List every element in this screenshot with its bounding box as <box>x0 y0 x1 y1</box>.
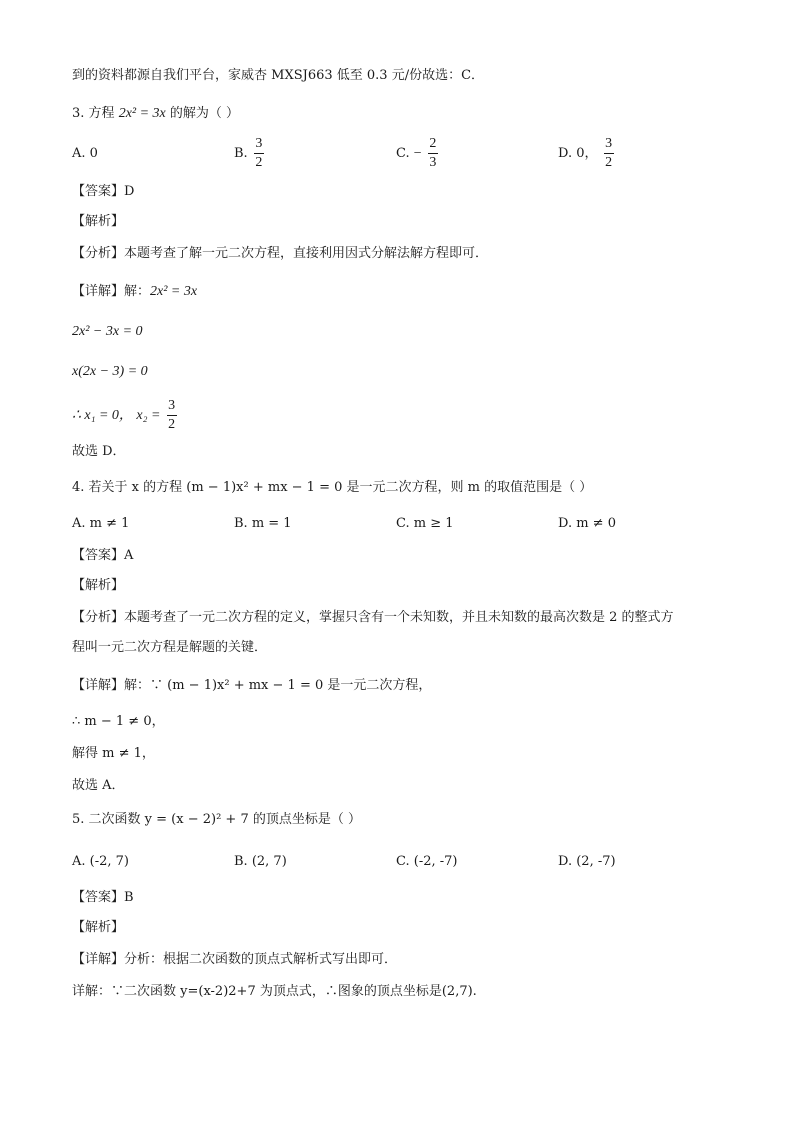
q3-step-3-prefix: ∴ x₁ = 0， x₂ = <box>72 408 161 423</box>
q3-option-d-fraction <box>604 136 614 171</box>
q4-stem: 4. 若关于 x 的方程 (m − 1)x² + mx − 1 = 0 是一元二次方程，则 m 的取值范围是（ ） <box>72 480 593 495</box>
q3-option-d-denominator: 2 <box>605 155 613 170</box>
q5-stem: 5. 二次函数 y = (x − 2)² + 7 的顶点坐标是（ ） <box>72 812 361 827</box>
q3-step-1: 2x² − 3x = 0 <box>72 324 143 339</box>
intro-text: 到的资料都源自我们平台，家威杏 MXSJ663 低至 0.3 元/份故选：C． <box>72 68 485 83</box>
q3-equation: 2x² = 3x <box>118 106 166 121</box>
q3-detail-equation: 2x² = 3x <box>150 284 198 299</box>
q4-option-a: A. m ≠ 1 <box>72 516 130 531</box>
q4-option-d: D. m ≠ 0 <box>558 516 616 531</box>
q3-option-b-fraction <box>254 136 264 171</box>
q3-step-3-fraction <box>167 398 177 433</box>
q5-option-a: A. (-2, 7) <box>72 854 129 869</box>
q5-answer: 【答案】B <box>72 890 134 905</box>
q3-analysis-heading: 【解析】 <box>72 214 125 229</box>
q3-option-a: A. 0 <box>72 146 98 161</box>
q5-option-b: B. (2, 7) <box>234 854 287 869</box>
q5-option-d: D. (2, -7) <box>558 854 616 869</box>
q4-step-1: ∴ m − 1 ≠ 0， <box>72 714 165 729</box>
q3-detail-heading: 【详解】解： <box>72 284 151 299</box>
q3-conclusion: 故选 D． <box>72 444 126 459</box>
q3-option-c <box>396 136 440 171</box>
q4-option-c: C. m ≥ 1 <box>396 516 454 531</box>
q3-answer: 【答案】D <box>72 184 135 199</box>
q3-option-b <box>234 136 266 171</box>
q3-stem <box>72 104 239 124</box>
q5-option-c: C. (-2, -7) <box>396 854 458 869</box>
q3-option-d <box>558 136 616 171</box>
q3-option-b-denominator: 2 <box>255 155 263 170</box>
q3-option-c-label: C. <box>396 146 410 161</box>
q3-option-c-fraction <box>428 136 438 171</box>
q4-step-2: 解得 m ≠ 1， <box>72 746 155 761</box>
q4-answer: 【答案】A <box>72 548 134 563</box>
q5-detail-1: 【详解】分析：根据二次函数的顶点式解析式写出即可． <box>72 952 398 967</box>
q3-option-b-numerator: 3 <box>255 136 263 151</box>
q4-analysis-line-2: 程叫一元二次方程是解题的关键． <box>72 640 268 655</box>
q3-option-d-numerator: 3 <box>605 136 613 151</box>
q4-option-b: B. m = 1 <box>234 516 292 531</box>
q3-stem-prefix: 3. 方程 <box>72 106 115 121</box>
q3-option-c-denominator: 3 <box>429 155 437 170</box>
q5-analysis-heading: 【解析】 <box>72 920 125 935</box>
q3-option-c-sign: − <box>413 146 422 161</box>
q3-step-3-numerator: 3 <box>168 398 176 413</box>
q3-detail <box>72 282 197 302</box>
q3-step-2: x(2x − 3) = 0 <box>72 364 148 379</box>
q3-option-d-label: D. 0， <box>558 146 598 161</box>
q4-conclusion: 故选 A． <box>72 778 125 793</box>
q3-stem-suffix: 的解为（ ） <box>169 106 240 121</box>
q4-analysis-heading: 【解析】 <box>72 578 125 593</box>
q3-analysis: 【分析】本题考查了解一元二次方程，直接利用因式分解法解方程即可． <box>72 246 489 261</box>
q4-analysis-line-1: 【分析】本题考查了一元二次方程的定义，掌握只含有一个未知数，并且未知数的最高次数是 2 的整式方 <box>72 610 674 625</box>
q3-step-3-denominator: 2 <box>168 417 176 432</box>
q3-option-c-numerator: 2 <box>429 136 437 151</box>
q5-detail-2: 详解：∵二次函数 y=(x-2)2+7 为顶点式，∴图象的顶点坐标是(2,7). <box>72 984 477 999</box>
q4-detail: 【详解】解：∵ (m − 1)x² + mx − 1 = 0 是一元二次方程， <box>72 678 432 693</box>
q3-option-b-label: B. <box>234 146 248 161</box>
q3-step-3 <box>72 398 179 433</box>
